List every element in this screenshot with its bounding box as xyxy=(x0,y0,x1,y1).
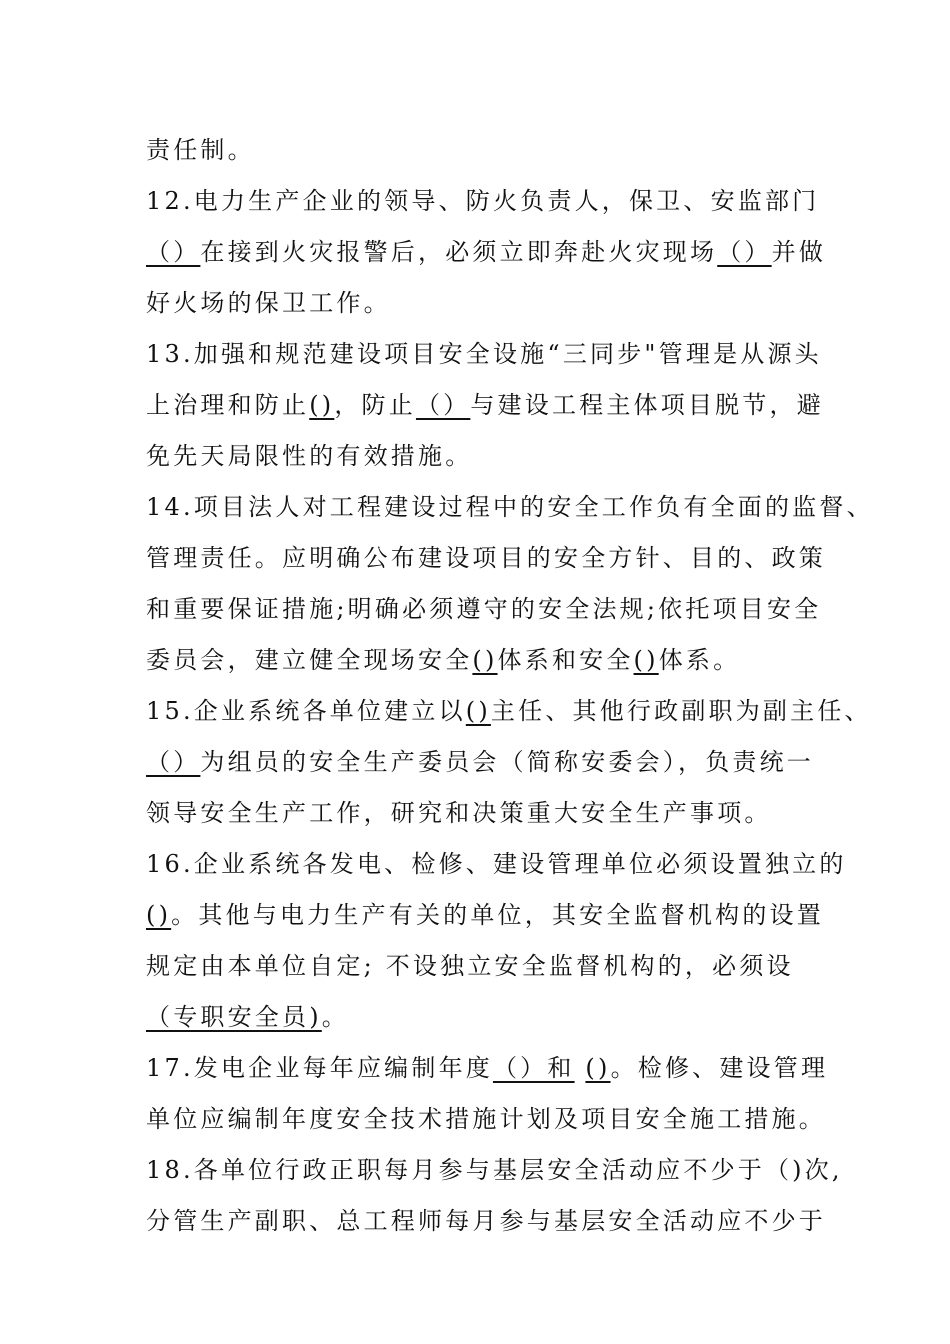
text-segment: 17.发电企业每年应编制年度 xyxy=(146,1054,493,1082)
text-line xyxy=(146,538,826,578)
text-segment: 好火场的保卫工作。 xyxy=(146,289,391,317)
text-line xyxy=(146,793,772,833)
text-line xyxy=(146,895,824,935)
answer-blank: () xyxy=(472,646,498,674)
text-line xyxy=(146,1048,828,1088)
answer-blank: （） xyxy=(717,238,772,266)
text-line xyxy=(146,844,847,884)
text-line xyxy=(146,334,822,374)
text-segment: 单位应编制年度安全技术措施计划及项目安全施工措施。 xyxy=(146,1105,826,1133)
text-segment: 责任制。 xyxy=(146,136,255,164)
text-segment: 在接到火灾报警后，必须立即奔赴火灾现场 xyxy=(200,238,718,266)
text-line xyxy=(146,487,874,527)
answer-blank: （）和 xyxy=(492,1054,575,1082)
answer-blank: () xyxy=(465,697,491,725)
text-line xyxy=(146,130,255,170)
text-line xyxy=(146,232,826,272)
text-line xyxy=(146,1150,843,1190)
text-segment: 16.企业系统各发电、检修、建设管理单位必须设置独立的 xyxy=(146,850,847,878)
text-segment: ，防止 xyxy=(334,391,416,419)
text-line xyxy=(146,181,819,221)
answer-blank: () xyxy=(146,901,172,929)
answer-blank: () xyxy=(309,391,335,419)
text-segment: 与建设工程主体项目脱节，避 xyxy=(470,391,824,419)
text-line xyxy=(146,385,824,425)
text-segment: 主任、其他行政副职为副主任、 xyxy=(490,697,872,725)
answer-blank: （） xyxy=(146,748,201,776)
text-line xyxy=(146,946,794,986)
text-segment: 为组员的安全生产委员会（简称安委会），负责统一 xyxy=(200,748,815,776)
text-line xyxy=(146,589,821,629)
text-segment: 管理责任。应明确公布建设项目的安全方针、目的、政策 xyxy=(146,544,826,572)
text-segment: 免先天局限性的有效措施。 xyxy=(146,442,473,470)
text-segment: 13.加强和规范建设项目安全设施“三同步"管理是从源头 xyxy=(146,340,822,368)
answer-blank: () xyxy=(633,646,659,674)
text-segment xyxy=(575,1054,586,1082)
text-segment: 12.电力生产企业的领导、防火负责人，保卫、安监部门 xyxy=(146,187,820,215)
text-segment: 委员会，建立健全现场安全 xyxy=(146,646,473,674)
text-segment: 规定由本单位自定; 不设独立安全监督机构的，必须设 xyxy=(146,952,794,980)
text-line xyxy=(146,640,740,680)
answer-blank: （） xyxy=(146,238,201,266)
text-segment: 体系。 xyxy=(658,646,741,674)
text-segment: 18.各单位行政正职每月参与基层安全活动应不少于（)次, xyxy=(146,1156,843,1184)
text-segment: 领导安全生产工作，研究和决策重大安全生产事项。 xyxy=(146,799,772,827)
text-segment: 和重要保证措施;明确必须遵守的安全法规;依托项目安全 xyxy=(146,595,822,623)
text-line xyxy=(146,283,391,323)
answer-blank: （专职安全员) xyxy=(146,1003,322,1031)
text-line xyxy=(146,742,814,782)
text-segment: 。 xyxy=(321,1003,349,1031)
text-line xyxy=(146,997,349,1037)
text-line xyxy=(146,1201,826,1241)
text-segment: 分管生产副职、总工程师每月参与基层安全活动应不少于 xyxy=(146,1207,826,1235)
answer-blank: () xyxy=(585,1054,611,1082)
text-segment: 14.项目法人对工程建设过程中的安全工作负有全面的监督、 xyxy=(146,493,874,521)
text-line xyxy=(146,691,872,731)
text-segment: 。检修、建设管理 xyxy=(610,1054,829,1082)
text-segment: 。其他与电力生产有关的单位，其安全监督机构的设置 xyxy=(171,901,824,929)
text-line xyxy=(146,1099,826,1139)
text-segment: 15.企业系统各单位建立以 xyxy=(146,697,466,725)
text-segment: 上治理和防止 xyxy=(146,391,310,419)
answer-blank: （） xyxy=(415,391,471,419)
text-line xyxy=(146,436,472,476)
text-segment: 并做 xyxy=(771,238,827,266)
text-segment: 体系和安全 xyxy=(497,646,634,674)
